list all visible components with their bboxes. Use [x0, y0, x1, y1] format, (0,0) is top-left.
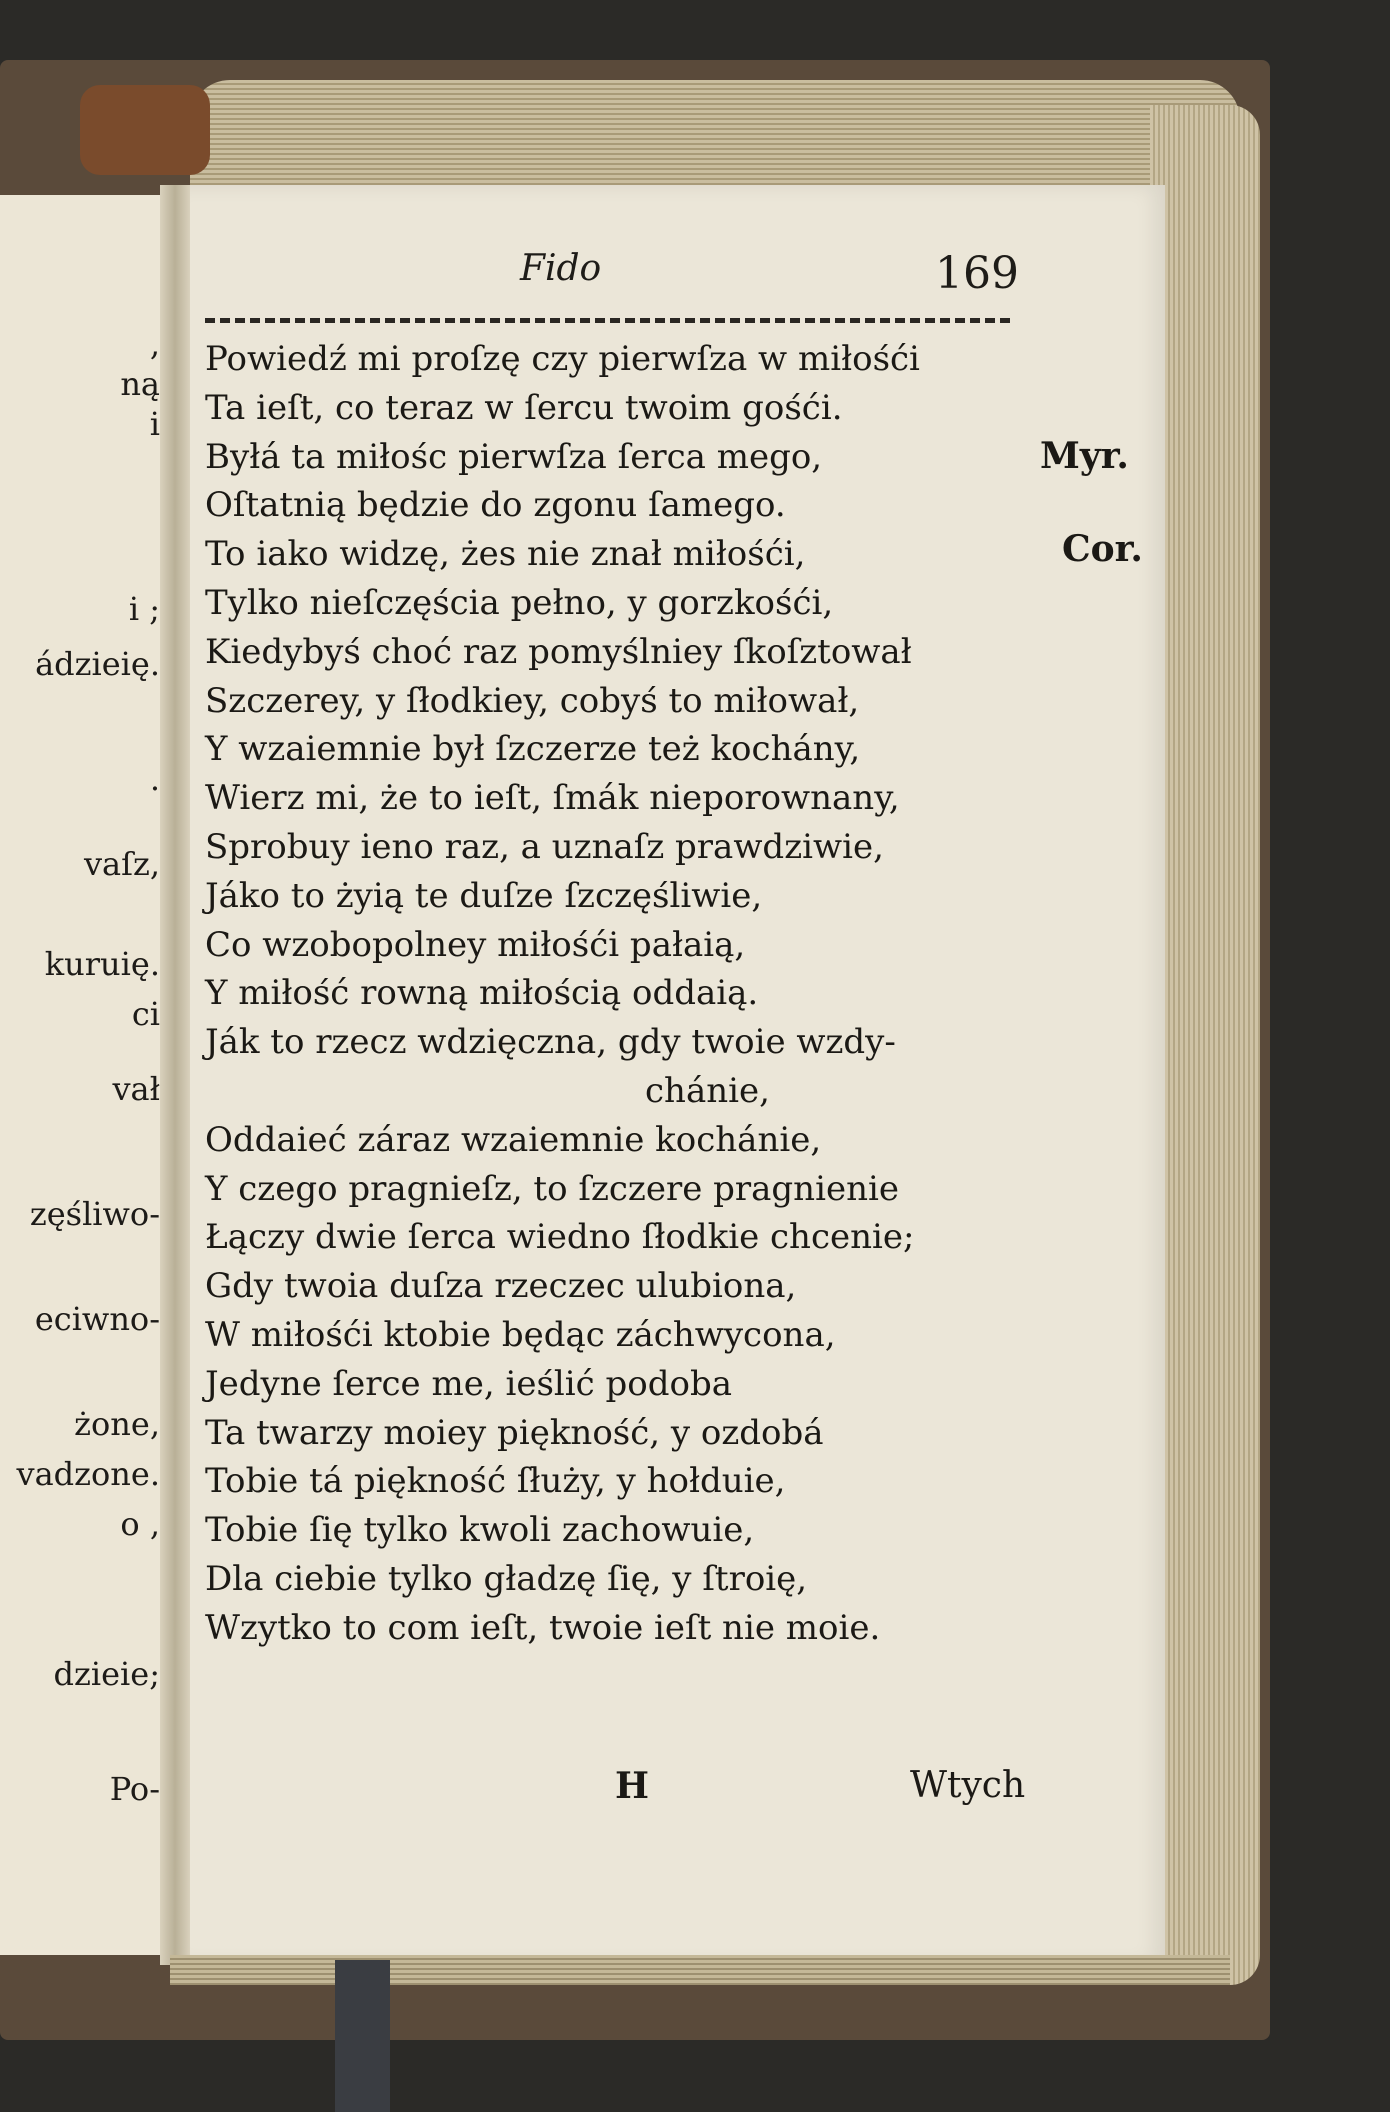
- verse-line: Wierz mi, że to ieſt, ſmák nieporownany,: [205, 778, 900, 819]
- header-rule: [205, 318, 1010, 323]
- page-block-top-edge: [190, 80, 1240, 190]
- left-fragment: ci: [131, 995, 160, 1033]
- verse-line: Kiedybyś choć raz pomyślniey ſkoſztował: [205, 631, 912, 672]
- verse-line: Dla ciebie tylko gładzę ſię, y ſtroię,: [205, 1558, 808, 1599]
- verse-line: Ta twarzy moiey piękność, y ozdobá: [205, 1412, 824, 1453]
- left-fragment: ádzieię.: [35, 645, 160, 683]
- left-fragment: Po-: [109, 1770, 160, 1808]
- speaker-label-cor: Cor.: [1062, 528, 1143, 570]
- left-fragment: ną: [120, 365, 160, 403]
- verse-line: Ta ieſt, co teraz w ſercu twoim gośći.: [205, 387, 843, 428]
- verse-line: To iako widzę, żes nie znał miłośći,: [205, 534, 806, 575]
- left-fragment: o ,: [120, 1505, 160, 1543]
- verse-line: Jedyne ſerce me, ieślić podoba: [205, 1363, 732, 1404]
- ribbon-bookmark: [335, 1960, 390, 2112]
- verse-line-continuation: chánie,: [645, 1070, 770, 1111]
- verse-line: Oſtatnią będzie do zgonu ſamego.: [205, 485, 786, 526]
- verse-line: Y miłość rowną miłością oddaią.: [205, 973, 759, 1014]
- verse-line: Oddaieć záraz wzaiemnie kochánie,: [205, 1119, 822, 1160]
- verse-line: Y czego pragnieſz, to ſzczere pragnienie: [205, 1168, 899, 1209]
- left-fragment: vaſz,: [83, 845, 160, 883]
- page-block-bottom-edge: [170, 1955, 1230, 1985]
- signature-mark: H: [615, 1765, 650, 1807]
- left-fragment: .: [149, 760, 160, 798]
- leather-spine-strap: [80, 85, 210, 175]
- verse-line: Powiedź mi proſzę czy pierwſza w miłośći: [205, 339, 920, 379]
- speaker-label-myr: Myr.: [1040, 435, 1129, 477]
- left-fragment: eciwno-: [34, 1300, 160, 1338]
- catchword: Wtych: [910, 1765, 1026, 1806]
- poem-body: [205, 335, 1005, 1653]
- running-head-title: Fido: [520, 248, 602, 289]
- verse-line: Gdy twoia duſza rzeczec ulubiona,: [205, 1266, 797, 1307]
- verse-line: Y wzaiemnie był ſzczerze też kochány,: [205, 729, 861, 770]
- verse-line: Co wzobopolney miłośći pałaią,: [205, 924, 746, 965]
- left-fragment: i ;: [128, 590, 160, 628]
- verse-line: Byłá ta miłośc pierwſza ſerca mego,: [205, 436, 823, 477]
- verse-line: Tobie ſię tylko kwoli zachowuie,: [205, 1510, 755, 1551]
- left-fragment: zęśliwo-: [29, 1195, 160, 1233]
- left-fragment: dzieie;: [53, 1655, 160, 1693]
- verse-line: W miłośći ktobie będąc záchwycona,: [205, 1314, 836, 1355]
- verse-line: Sprobuy ieno raz, a uznaſz prawdziwie,: [205, 826, 884, 867]
- verse-line: Szczerey, y ſłodkiey, cobyś to miłował,: [205, 680, 860, 721]
- verse-line: Tylko nieſczęścia pełno, y gorzkośći,: [205, 582, 834, 623]
- verse-line: Tobie tá piękność ſłuży, y hołduie,: [205, 1461, 786, 1502]
- verse-line: Wzytko to com ieſt, twoie ieſt nie moie.: [205, 1607, 881, 1648]
- page-block-fore-edge: [1150, 105, 1260, 1985]
- page-number: 169: [935, 248, 1019, 299]
- left-fragment: vadzone.: [16, 1455, 160, 1493]
- verse-line: Jáko to żyią te duſze ſzczęśliwie,: [205, 875, 763, 916]
- verse-line: Łączy dwie ſerca wiedno ſłodkie chcenie;: [205, 1217, 915, 1258]
- left-fragment: kuruię.: [44, 945, 160, 983]
- left-fragment: i: [149, 405, 160, 443]
- left-fragment: vał: [112, 1070, 160, 1108]
- left-fragment: ,: [149, 325, 160, 363]
- page-gutter: [160, 185, 190, 1965]
- left-fragment: żone,: [74, 1405, 160, 1443]
- verse-line: Ják to rzecz wdzięczna, gdy twoie wzdy-: [205, 1022, 896, 1063]
